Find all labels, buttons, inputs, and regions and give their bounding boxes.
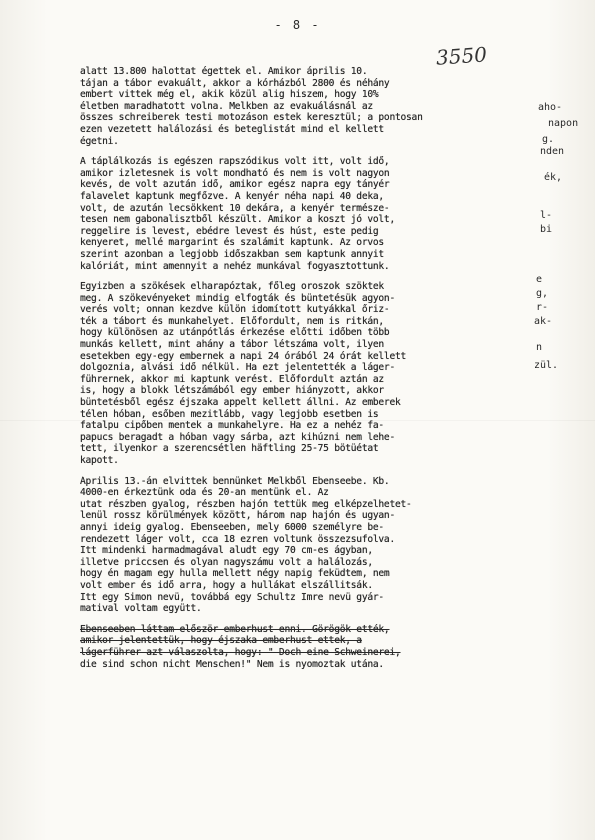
paragraph-ebensee — [80, 476, 530, 615]
text-line: fatalpu cipőben mentek a munkahelyre. Ha ez a nehéz fa- — [80, 420, 384, 432]
margin-fragment: nden — [540, 146, 565, 157]
margin-fragment: l- — [540, 210, 553, 221]
text-line: lenül rossz körülmények között, három nap hajón és ugyan- — [80, 510, 395, 522]
text-line: amikor jelentettük, hogy éjszaka emberhust ettek, a — [80, 635, 362, 647]
margin-fragment: aho- — [538, 102, 563, 113]
margin-fragment: bi — [540, 224, 553, 235]
text-line: kalóriát, mint amennyit a nehéz munkával fogyasztottunk. — [80, 260, 390, 272]
text-line: Április 13.-án elvittek bennünket Melkből Ebenseebe. Kb. — [80, 475, 390, 487]
text-line: lágerführer azt válaszolta, hogy: " Doch eine Schweinerei, — [80, 646, 401, 658]
text-line: is, hogy a blokk létszámából egy ember hiányzott, akkor — [80, 385, 384, 397]
text-line: amikor izletesnek is volt mondható és nem is volt nagyon — [80, 167, 390, 179]
text-line: munkás kellett, mint ahány a tábor létszáma volt, ilyen — [80, 339, 384, 351]
text-line: kapott. — [80, 455, 119, 466]
text-line: tájan a tábor evakuált, akkor a kórházból 2800 és néhány — [80, 77, 390, 89]
handwritten-archive-number: 3550 — [435, 42, 488, 70]
paragraph-nutrition — [80, 156, 530, 272]
text-line: volt, de azután lecsökkent 10 dekára, a kenyér természe- — [80, 202, 390, 214]
text-line: illetve priccsen és olyan nagyszámu volt a halálozás, — [80, 556, 373, 568]
text-line: annyi ideig gyalog. Ebenseeben, mely 6000 személyre be- — [80, 521, 384, 533]
margin-fragment: r- — [536, 302, 549, 313]
text-line: utat részben gyalog, részben hajón tettük meg elképzelhetet- — [80, 498, 412, 510]
paragraph-cannibalism — [80, 624, 530, 670]
paragraph-evacuation — [80, 66, 530, 147]
text-line: ték a tábort és munkahelyet. Előfordult, nem is ritkán, — [80, 315, 384, 327]
text-line: hogy különösen az utánpótlás érkezése előtti időben több — [80, 327, 390, 339]
text-line: meg. A szökevényeket mindig elfogták és büntetésük agyon- — [80, 292, 395, 304]
text-line: tesen nem gabonalisztből készült. Amikor a koszt jó volt, — [80, 214, 395, 226]
text-line: kenyeret, mellé margarint és szalámit kaptunk. Az orvos — [80, 237, 384, 249]
margin-fragment: g. — [542, 134, 555, 145]
text-line: hogy én magam egy hulla mellett négy napig feküdtem, nem — [80, 568, 390, 580]
text-line: szerint azonban a legjobb időszakban sem kaptunk annyit — [80, 248, 384, 260]
page-number: - 8 - — [274, 18, 321, 32]
margin-fragment: ék, — [544, 172, 563, 183]
text-line: verés volt; onnan kezdve külön idomított kutyákkal őriz- — [80, 304, 390, 316]
text-line: falavelet kaptunk megfőzve. A kenyér néha napi 40 deka, — [80, 190, 384, 202]
text-line: büntetésből egész éjszaka appelt kellett állni. Az emberek — [80, 397, 401, 409]
text-line: Itt egy Simon nevü, továbbá egy Schultz Imre nevü gyár- — [80, 591, 384, 603]
text-line: télen hóban, esőben mezitlább, vagy legjobb esetben is — [80, 408, 379, 420]
margin-fragment: e — [536, 274, 543, 285]
paragraph-escapes — [80, 281, 530, 467]
margin-fragment: ak- — [534, 316, 553, 327]
text-line: égetni. — [80, 135, 119, 147]
text-line: kevés, de volt azután idő, amikor egész napra egy tányér — [80, 179, 390, 191]
document-body — [80, 66, 530, 679]
text-line: összes schreiberek testi motozáson estek keresztül; a pontosan — [80, 112, 423, 124]
text-line: tett, ilyenkor a szerencsétlen häftling 25-75 bötüétat — [80, 443, 379, 455]
margin-fragment: napon — [548, 118, 579, 129]
margin-fragment: zül. — [534, 360, 559, 371]
text-line: alatt 13.800 halottat égettek el. Amikor április 10. — [80, 66, 368, 77]
margin-fragment: g, — [536, 288, 549, 299]
text-line: reggelire is levest, ebédre levest és húst, este pedig — [80, 225, 379, 237]
text-line: 4000-en érkeztünk oda és 20-an mentünk el. Az — [80, 487, 329, 499]
text-line: esetekben egy-egy embernek a napi 24 órából 24 órát kellett — [80, 350, 407, 362]
paper-fold-divider — [0, 420, 595, 421]
text-line: A táplálkozás is egészen rapszódikus volt itt, volt idő, — [80, 156, 390, 168]
text-line: papucs beragadt a hóban vagy sárba, azt kihúzni nem lehe- — [80, 431, 395, 443]
text-line: matival voltam együtt. — [80, 603, 202, 615]
text-line: Itt mindenki harmadmagával aludt egy 70 cm-es ágyban, — [80, 545, 373, 557]
text-line: dolgoznia, alvási idő nélkül. Ha ezt jelentették a láger- — [80, 362, 395, 374]
text-line: führernek, akkor mi kaptunk verést. Előfordult aztán az — [80, 373, 384, 385]
text-line: die sind schon nicht Menschen!" Nem is nyomoztak utána. — [80, 658, 384, 670]
text-line: ezen vezetett halálozási és beteglistát mind el kellett — [80, 123, 384, 135]
margin-fragment: n — [536, 342, 543, 353]
text-line: embert vittek még el, akik közül alig hiszem, hogy 10% — [80, 89, 379, 101]
text-line: Ebenseeben láttam először emberhust enni. Görögök ették, — [80, 623, 390, 635]
text-line: volt ember és idő arra, hogy a hullákat elszállitsák. — [80, 579, 373, 591]
text-line: rendezett láger volt, cca 18 ezren voltunk összezsufolva. — [80, 533, 395, 545]
text-line: Egyizben a szökések elharapóztak, főleg oroszok szöktek — [80, 281, 384, 293]
text-line: életben maradhatott volna. Melkben az evakuálásnál az — [80, 100, 373, 112]
